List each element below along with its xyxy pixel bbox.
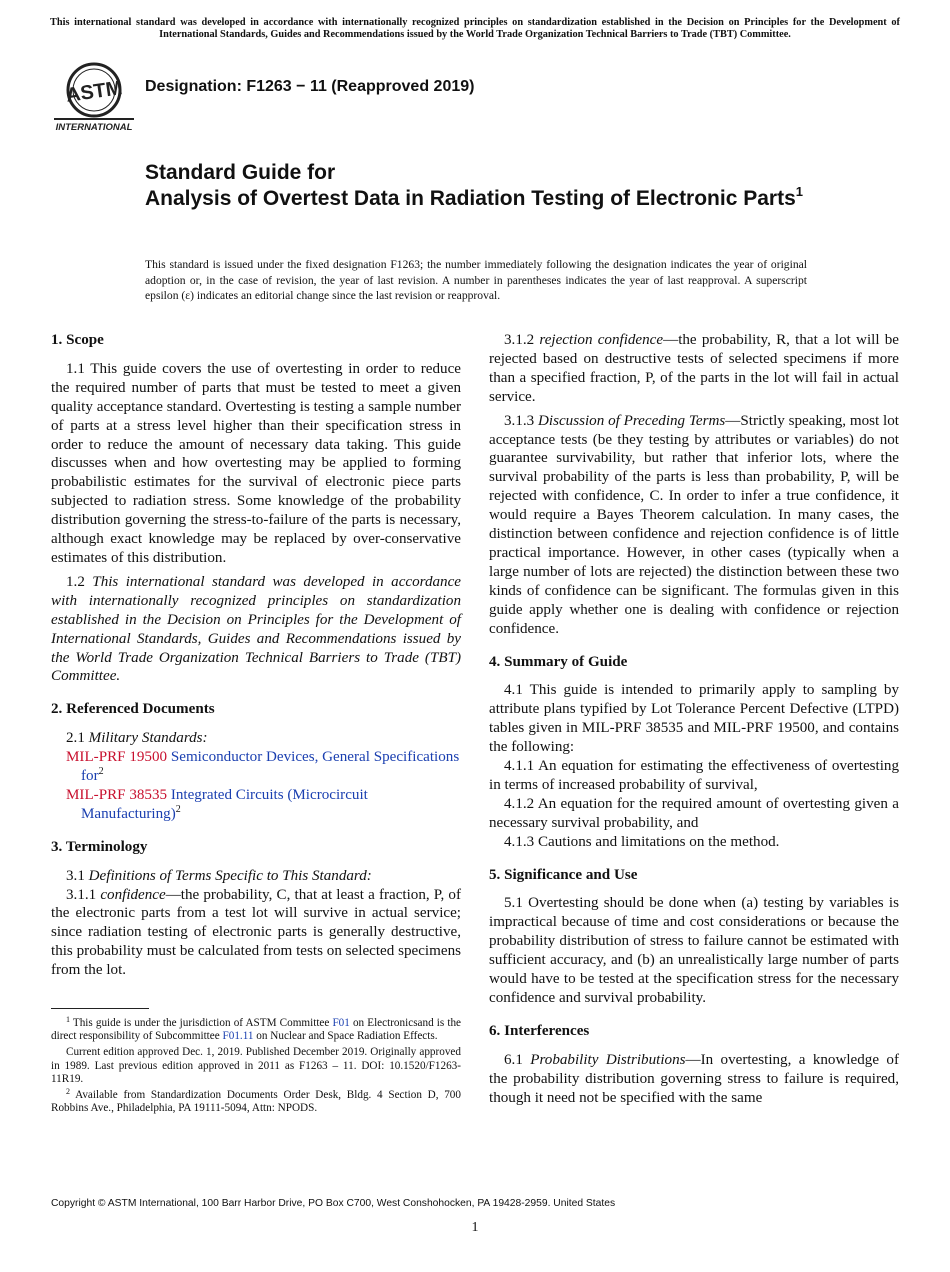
footnotes [51,1017,461,1118]
section-heading-scope: 1. Scope [51,332,104,348]
title-line-2: Analysis of Overtest Data in Radiation Testing of Electronic Parts$^1$ [145,184,803,210]
section-heading-interferences: 6. Interferences [489,1022,590,1039]
section-heading-significance: 5. Significance and Use [489,866,638,883]
paragraph-4-1: 4.1 This guide is intended to primarily apply to sampling by attribute plans typified by Lot Tolerance Percent Defective (LTPD) tables given in MIL-PRF 38535 and MIL-PRF 19500, and contains the following: [489,682,899,756]
designation: Designation: F1263 − 11 (Reapproved 2019) [145,78,475,95]
paragraph-1-1: 1.1 This guide covers the use of overtesting in order to reduce the required number of parts that must be tested to meet a given quality acceptance standard. Overtesting is testing a sample number of parts at a stress level higher than their specification stress in order to reduce the amount of necessary data taking. This guide discusses when and how overtesting may be applied to forming probabilistic estimates for the survival of electronic piece parts subjected to radiation stress. Some knowledge of the probability distribution governing the stress-to-failure of the parts is necessary, although exact knowledge may be replaced by over-conservative estimates of this distribution. [51,360,461,566]
footnote-edition: Current edition approved Dec. 1, 2019. Published December 2019. Originally approved in 1989. Last previous edition approved in 2011 as F1263 – 11. DOI: 10.1520/F1263-11R19. [51,1046,461,1085]
paragraph-5-1: 5.1 Overtesting should be done when (a) testing by variables is impractical because of time and cost considerations or because the probability distribution of stress to failure cannot be estimated with sufficient accuracy, and (b) an unrealistically large number of parts would have to be tested at the specification stress for the necessary confidence and survival probability. [489,895,899,1006]
section-heading-summary: 4. Summary of Guide [489,653,628,670]
left-column [51,331,461,980]
paragraph-4-1-2: 4.1.2 An equation for the required amount of overtesting given a necessary survival probability, and [489,795,899,831]
paragraph-3-1-3: 3.1.3 Discussion of Preceding Terms—Strictly speaking, most lot acceptance tests (be they testing by attributes or variables) do not guarantee survivability, but rather that inferior lots, where the survival probability of the parts is less than probability, P, will be rejected with confidence, C. In order to infer a true confidence, it would require a Bayes Theorem calculation. In many cases, the distinction between confidence and rejection confidence is of little practical importance. However, in other cases (typically when a large number of lots are rejected) the distinction between these two kinds of confidence can be significant. The formulas given in this guide apply whether one is dealing with confidence or rejection confidence. [489,412,899,637]
paragraph-3-1-2: 3.1.2 rejection confidence—the probability, R, that a lot will be rejected based on destructive tests of selected specimens if more than a specified fraction, P, of the parts in the lot will fail in actual service. [489,332,900,405]
paragraph-1-2: 1.2 This international standard was developed in accordance with internationally recognized principles on standardization established in the Decision on Principles for the Development of International Standards, Guides and Recommendations issued by the World Trade Organization Technical Barriers to Trade (TBT) Committee. [51,573,461,685]
section-heading-terminology: 3. Terminology [51,838,148,855]
copyright-line: Copyright © ASTM International, 100 Barr Harbor Drive, PO Box C700, West Conshohocken, PA 19428-2959. United States [51,1198,616,1209]
paragraph-3-1: 3.1 Definitions of Terms Specific to This Standard: [66,867,372,884]
astm-logo [52,60,136,132]
paragraph-2-1: 2.1 Military Standards: [66,730,208,747]
footnote-1: $^1$ This guide is under the jurisdiction of ASTM Committee F01 on Electronicsand is the direct responsibility of Subcommittee F01.11 on Nuclear and Space Radiation Effects. [51,1015,462,1043]
footnote-2: $^2$ Available from Standardization Documents Order Desk, Bldg. 4 Section D, 700 Robbins Ave., Philadelphia, PA 19111-5094, Attn: NPODS. [51,1087,461,1115]
paragraph-4-1-3: 4.1.3 Cautions and limitations on the method. [504,833,780,850]
footnote-divider [51,1008,149,1009]
svg-text:ASTM: ASTM [64,77,124,107]
international-standard-notice: This international standard was developed in accordance with internationally recognized principles on standardization established in the Decision on Principles for the Development of International Standards, Guides and Recommendations issued by the World Trade Organization Technical Barriers to Trade (TBT) Committee. [50,17,900,41]
paragraph-6-1: 6.1 Probability Distributions—In overtesting, a knowledge of the probability distribution governing stress to failure is required, though it need not be specified with the same [489,1051,899,1106]
right-column [489,331,899,1108]
committee-f01-link[interactable]: F01 [332,1017,350,1029]
section-heading-referenced-documents: 2. Referenced Documents [51,701,215,718]
issuance-statement: This standard is issued under the fixed designation F1263; the number immediately following the designation indicates the year of original adoption or, in the case of revision, the year of last revision. A number in parentheses indicates the year of last reapproval. A superscript epsilon (ε) indicates an editorial change since the last revision or reapproval. [145,258,807,302]
subcommittee-f01-11-link[interactable]: F01.11 [222,1030,254,1043]
logo-international-text: INTERNATIONAL [55,122,133,132]
document-title [145,160,845,212]
reference-mil-prf-38535[interactable]: MIL-PRF 38535 Integrated Circuits (Microcircuit Manufacturing)$^2$ [66,786,368,822]
title-line-1: Standard Guide for [145,161,336,184]
reference-mil-prf-19500[interactable]: MIL-PRF 19500 Semiconductor Devices, General Specifications for$^2$ [66,749,460,785]
page-number: 1 [471,1220,479,1235]
paragraph-4-1-1: 4.1.1 An equation for estimating the effectiveness of overtesting in terms of increased probability of survival, [489,758,899,793]
paragraph-3-1-1: 3.1.1 confidence—the probability, C, that at least a fraction, P, of the electronic parts from a test lot will survive in actual service; since radiation testing of electronic parts is generally destructive, this probability must be calculated from tests on selected specimens from the lot. [51,886,461,979]
title-footnote-mark: 1 [795,184,803,199]
